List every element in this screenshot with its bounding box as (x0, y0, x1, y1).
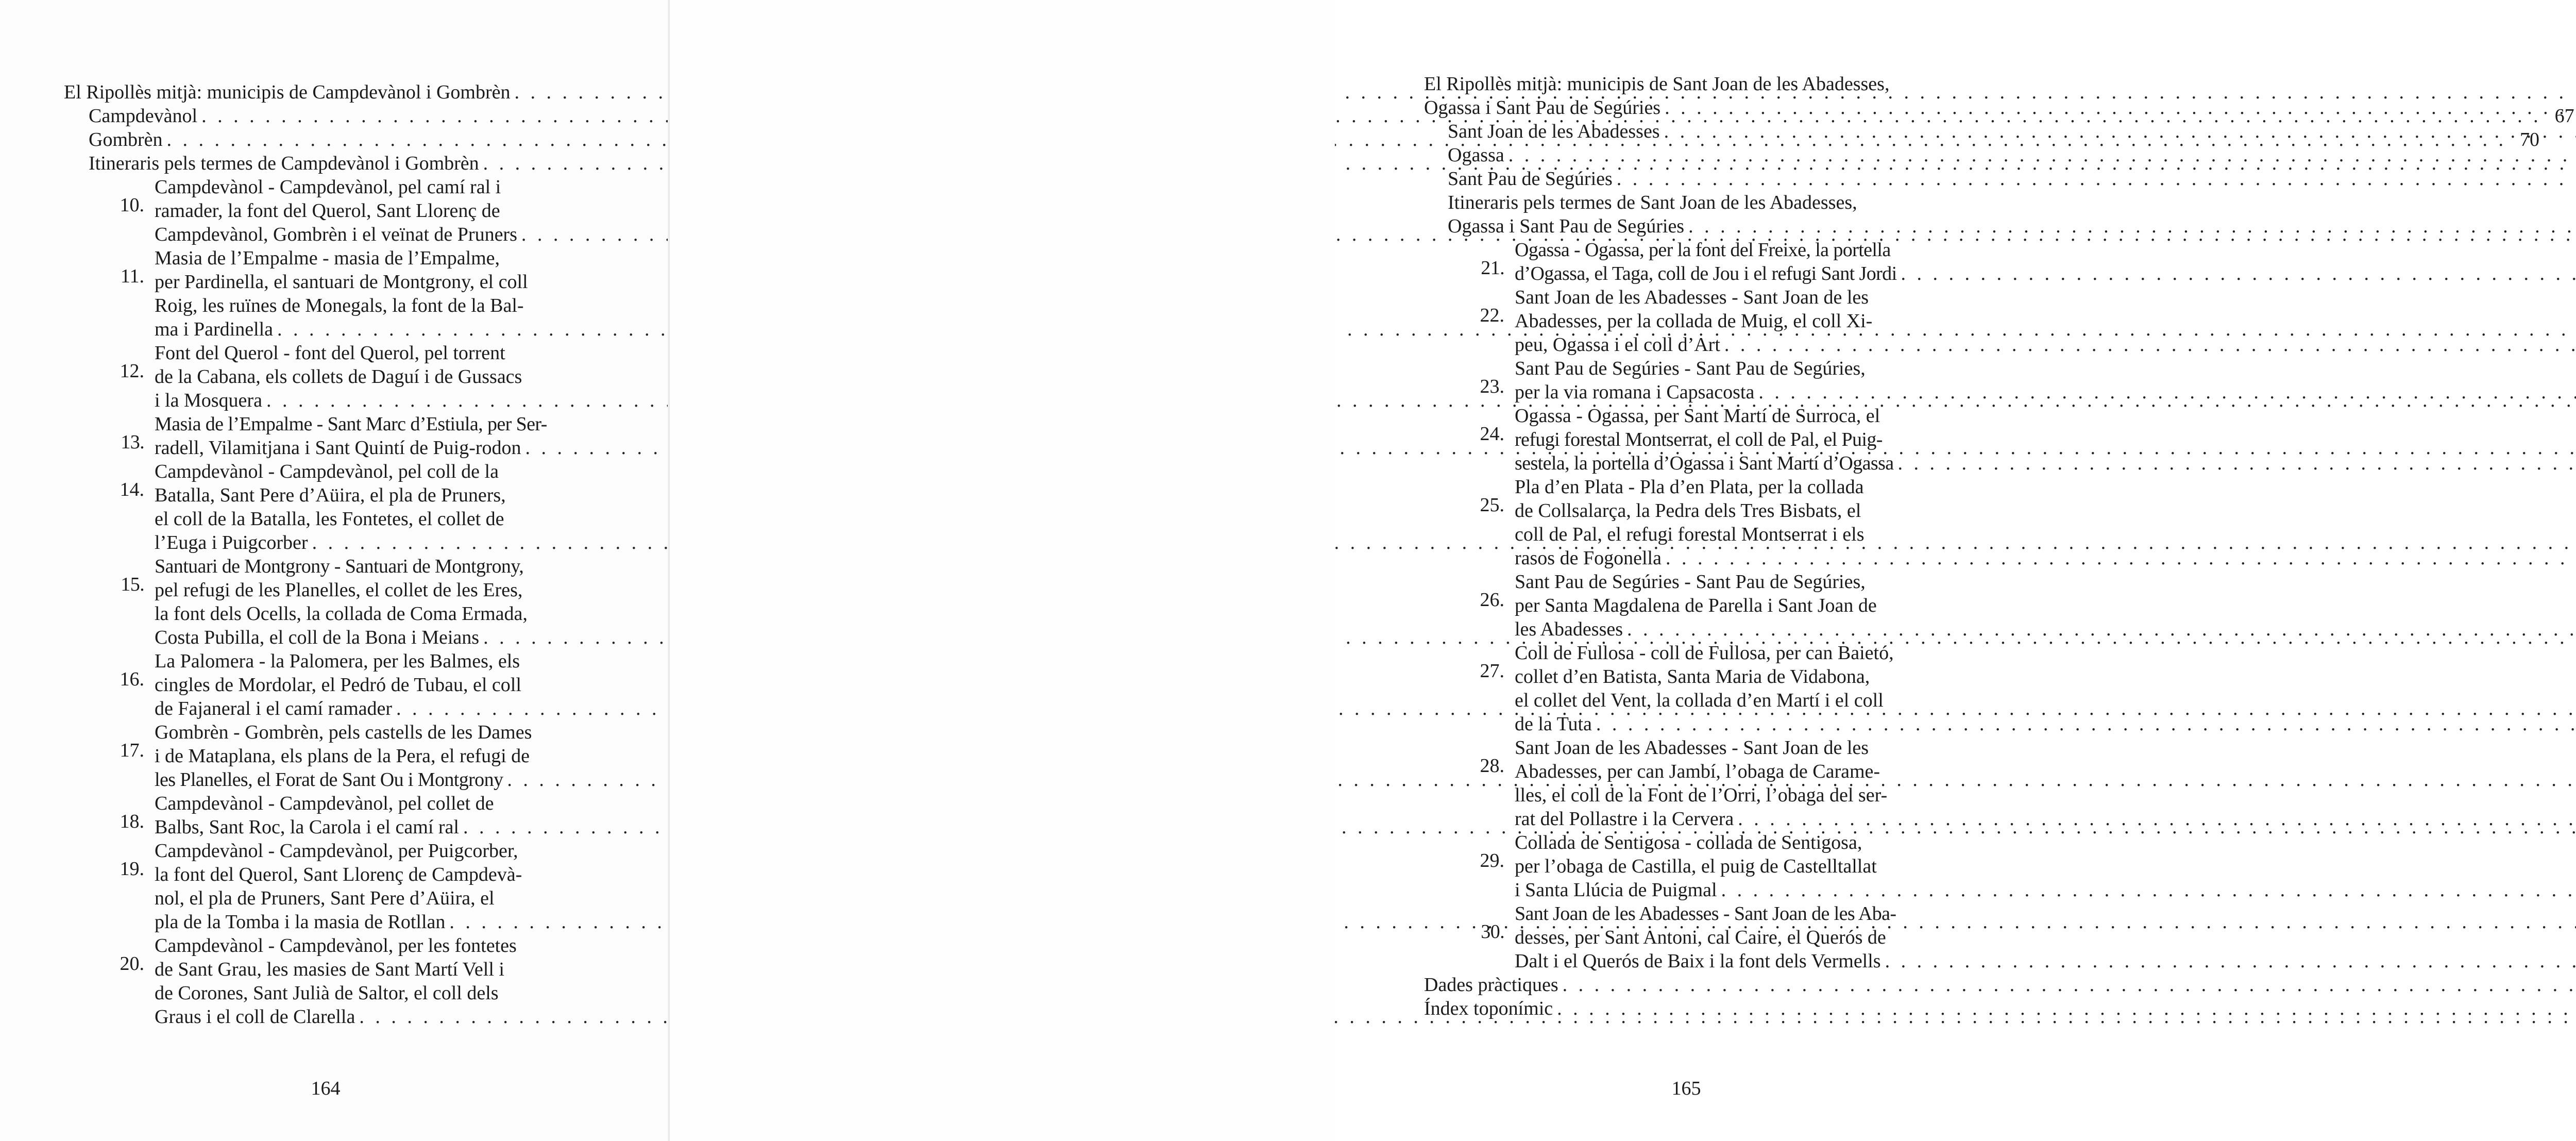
toc-line (64, 223, 586, 246)
toc-line: 11. Masia de l’Empalme - masia de l’Empalme, (120, 247, 500, 287)
toc-entry-text: les Planelles, el Forat de Sant Ou i Montgrony (155, 769, 503, 791)
toc-line: 25. Pla d’en Plata - Pla d’en Plata, per la collada (1480, 476, 1864, 516)
toc-line (64, 294, 586, 317)
toc-entry-text: Font del Querol - font del Querol, pel torrent (155, 342, 505, 364)
toc-line (64, 389, 586, 412)
toc-line: 26. Sant Pau de Segúries - Sant Pau de Segúries, (1480, 571, 1866, 611)
toc-entry-text: Campdevànol - Campdevànol, pel camí ral i (155, 176, 501, 198)
toc-entry-text: cingles de Mordolar, el Pedró de Tubau, el coll (155, 674, 521, 696)
toc-line (1424, 878, 1947, 902)
toc-line: 16. La Palomera - la Palomera, per les Balmes, els (120, 650, 520, 690)
toc-entry-text: collet d’en Batista, Santa Maria de Vidabona, (1515, 666, 1870, 687)
toc-line (64, 80, 586, 104)
toc-entry-text: Costa Pubilla, el coll de la Bona i Meians (155, 627, 480, 648)
toc-line: 22. Sant Joan de les Abadesses - Sant Joan de les (1480, 287, 1869, 326)
dot-leader (1894, 451, 2576, 475)
toc-line: 18. Campdevànol - Campdevànol, pel collet de (120, 793, 494, 832)
dot-leader (1720, 333, 2576, 357)
toc-entry-text: l’Euga i Puigcorber (155, 532, 308, 553)
toc-line: 13. Masia de l’Empalme - Sant Marc d’Estiula, per Ser- (121, 413, 547, 453)
dot-leader (1660, 96, 2576, 120)
dot-leader (1662, 546, 2576, 570)
toc-entry-text: Campdevànol - Campdevànol, pel collet de (155, 793, 494, 814)
dot-leader (1684, 214, 2576, 238)
toc-line: 19. Campdevànol - Campdevànol, per Puigcorber, (120, 840, 518, 880)
toc-entry-text: Itineraris pels termes de Campdevànol i Gombrèn (89, 153, 479, 174)
toc-entry-text: Graus i el coll de Clarella (155, 1006, 355, 1028)
toc-line (1424, 451, 1947, 475)
toc-line (64, 602, 586, 626)
toc-entry-text: de la Cabana, els collets de Daguí i de Gussacs (155, 366, 522, 388)
toc-entry-text: Ogassa (1448, 144, 1504, 166)
toc-line (64, 768, 586, 792)
toc-entry-text: nol, el pla de Pruners, Sant Pere d’Aüira, el (155, 887, 495, 909)
toc-line (64, 531, 586, 555)
toc-entry-text: Dalt i el Querós de Baix i la font dels Vermells (1515, 950, 1881, 972)
toc-entry-text: ramader, la font del Querol, Sant Llorenç de (155, 200, 500, 222)
toc-entry-text: Ogassa i Sant Pau de Segúries (1424, 97, 1661, 119)
toc-line (1424, 143, 1947, 167)
toc-line (1424, 214, 1947, 238)
dot-leader (1897, 262, 2576, 286)
toc-entry-text: Abadesses, per can Jambí, l’obaga de Carame- (1515, 761, 1880, 782)
toc-entry-text: peu, Ogassa i el coll d’Art (1515, 334, 1720, 356)
toc-entry-text: Dades pràctiques (1424, 974, 1558, 996)
dot-leader (1558, 973, 2576, 997)
dot-leader (1623, 617, 2576, 641)
toc-entry-text: Gombrèn (89, 129, 163, 150)
toc-line: 24. Ogassa - Ogassa, per Sant Martí de Surroca, el (1480, 405, 1880, 445)
toc-entry-text: rasos de Fogonella (1515, 547, 1662, 569)
dot-leader (1717, 878, 2576, 902)
right-page (670, 0, 1897, 1141)
toc-line: 27. Coll de Fullosa - coll de Fullosa, per can Baietó, (1480, 642, 1894, 682)
toc-entry-text: Sant Pau de Segúries - Sant Pau de Segúries, (1515, 571, 1866, 593)
toc-page-number: 67 (2554, 105, 2574, 127)
toc-entry-text: Masia de l’Empalme - Sant Marc d’Estiula, per Ser- (155, 413, 547, 435)
toc-line (64, 886, 586, 910)
toc-entry-text: la font dels Ocells, la collada de Coma Ermada, (155, 603, 528, 625)
toc-entry-text: Pla d’en Plata - Pla d’en Plata, per la collada (1515, 476, 1864, 498)
toc-entry-text: refugi forestal Montserrat, el coll de Pal, el Puig- (1515, 429, 1883, 450)
toc-entry-text: Sant Joan de les Abadesses - Sant Joan de les (1515, 737, 1869, 759)
toc-entry-text: pel refugi de les Planelles, el collet de les Eres, (155, 579, 523, 601)
toc-line (1424, 973, 1947, 997)
toc-entry-text: per la via romana i Capsacosta (1515, 381, 1755, 403)
toc-entry-text: Abadesses, per la collada de Muig, el coll Xi- (1515, 310, 1873, 332)
toc-line: 29. Collada de Sentigosa - collada de Sentigosa, (1480, 832, 1862, 871)
toc-entry-text: lles, el coll de la Font de l’Orri, l’obaga del ser- (1515, 784, 1888, 806)
toc-line (1424, 546, 1947, 570)
toc-line (64, 697, 586, 720)
toc-page-number: 70 (2520, 129, 2540, 150)
dot-leader (1754, 380, 2576, 404)
dot-leader (1613, 167, 2576, 191)
toc-line (1424, 712, 1947, 736)
toc-entry-text: pla de la Tomba i la masia de Rotllan (155, 911, 446, 933)
toc-line: 23. Sant Pau de Segúries - Sant Pau de Segúries, (1480, 358, 1866, 397)
toc-entry-text: desses, per Sant Antoni, cal Caire, el Querós de (1515, 927, 1886, 948)
toc-entry-text: Sant Joan de les Abadesses - Sant Joan de les Aba- (1515, 903, 1896, 925)
toc-entry-text: la font del Querol, Sant Llorenç de Campdevà- (155, 864, 522, 885)
toc-entry-text: Campdevànol, Gombrèn i el veïnat de Pruners (155, 224, 517, 245)
toc-entry-text: Sant Joan de les Abadesses - Sant Joan de les (1515, 287, 1869, 308)
toc-line: 17. Gombrèn - Gombrèn, pels castells de les Dames (120, 721, 532, 761)
toc-entry-text: de la Tuta (1515, 713, 1592, 735)
toc-line (64, 317, 586, 341)
dot-leader (1734, 807, 2576, 831)
toc-line (64, 152, 586, 175)
toc-entry-text: d’Ogassa, el Taga, coll de Jou i el refugi Sant Jordi (1515, 263, 1897, 284)
toc-line: 10. Campdevànol - Campdevànol, pel camí ral i (120, 176, 501, 216)
toc-entry-text: Campdevànol (89, 105, 198, 127)
toc-line: 14. Campdevànol - Campdevànol, pel coll de la (120, 461, 499, 500)
toc-entry-text: Coll de Fullosa - coll de Fullosa, per can Baietó, (1515, 642, 1894, 664)
toc-entry-text: per l’obaga de Castilla, el puig de Castelltallat (1515, 855, 1877, 877)
toc-entry-text: ma i Pardinella (155, 318, 274, 340)
toc-entry-text: Batalla, Sant Pere d’Aüira, el pla de Pruners, (155, 484, 506, 506)
toc-entry-text: Balbs, Sant Roc, la Carola i el camí ral (155, 816, 459, 838)
toc-line: 30. Sant Joan de les Abadesses - Sant Joan de les Aba- (1481, 903, 1896, 943)
toc-line (1424, 72, 1947, 96)
toc-entry-text: Gombrèn - Gombrèn, pels castells de les Dames (155, 721, 532, 743)
right-toc-list (1424, 72, 1947, 1020)
toc-entry-text: de Corones, Sant Julià de Saltor, el coll dels (155, 982, 499, 1004)
toc-line (1424, 949, 1947, 973)
toc-entry-text: El Ripollès mitjà: municipis de Sant Joan de les Abadesses, (1424, 73, 1890, 95)
toc-line (1424, 997, 1947, 1020)
toc-line (1424, 783, 1947, 807)
toc-entry-text: Sant Pau de Segúries (1448, 168, 1613, 190)
toc-entry-text: rat del Pollastre i la Cervera (1515, 808, 1734, 830)
toc-line (1424, 689, 1947, 712)
toc-entry-text: Campdevànol - Campdevànol, pel coll de la (155, 461, 499, 482)
toc-entry-text: coll de Pal, el refugi forestal Montserrat i els (1515, 524, 1865, 545)
toc-entry-text: La Palomera - la Palomera, per les Balmes, els (155, 650, 520, 672)
left-page-number: 164 (311, 1078, 341, 1099)
toc-line: 20. Campdevànol - Campdevànol, per les fontetes (120, 935, 517, 975)
toc-entry-text: de Fajaneral i el camí ramader (155, 698, 393, 719)
toc-line (1424, 333, 1947, 357)
toc-entry-text: Santuari de Montgrony - Santuari de Montgrony, (155, 556, 524, 577)
dot-leader (1504, 143, 2576, 167)
toc-line (1424, 120, 1947, 143)
toc-entry-text: de Sant Grau, les masies de Sant Martí Vell i (155, 959, 504, 980)
toc-line (1424, 523, 1947, 546)
toc-entry-text: per Pardinella, el santuari de Montgrony, el coll (155, 271, 528, 293)
toc-line: 12. Font del Querol - font del Querol, pel torrent (120, 342, 505, 382)
toc-line: 28. Sant Joan de les Abadesses - Sant Joan de les (1480, 737, 1869, 777)
toc-entry-text: el coll de la Batalla, les Fontetes, el collet de (155, 508, 504, 530)
toc-entry-text: i de Mataplana, els plans de la Pera, el refugi de (155, 745, 530, 767)
toc-entry-text: Índex toponímic (1424, 998, 1553, 1019)
toc-line (64, 1005, 586, 1029)
toc-entry-text: Sant Joan de les Abadesses (1448, 121, 1660, 142)
toc-line (1424, 617, 1947, 641)
toc-entry-text: Ogassa i Sant Pau de Segúries (1448, 215, 1685, 237)
toc-line (64, 626, 586, 649)
toc-line (1424, 167, 1947, 191)
toc-entry-text: Ogassa - Ogassa, per Sant Martí de Surroca, el (1515, 405, 1880, 427)
dot-leader (1592, 712, 2576, 736)
toc-entry-text: Ogassa - Ogassa, per la font del Freixe, la portella (1515, 239, 1891, 261)
toc-entry-text: les Abadesses (1515, 618, 1623, 640)
toc-entry-text: Collada de Sentigosa - collada de Sentigosa, (1515, 832, 1862, 853)
toc-line (64, 910, 586, 934)
toc-entry-text: Masia de l’Empalme - masia de l’Empalme, (155, 247, 500, 269)
toc-line (64, 507, 586, 531)
toc-entry-text: per Santa Magdalena de Parella i Sant Joan de (1515, 595, 1877, 616)
dot-leader (1553, 997, 2576, 1020)
toc-entry-text: i Santa Llúcia de Puigmal (1515, 879, 1717, 901)
toc-line (1424, 96, 1947, 120)
toc-line (1424, 807, 1947, 831)
toc-entry-text: Itineraris pels termes de Sant Joan de les Abadesses, (1448, 192, 1857, 213)
toc-entry-text: de Collsalarça, la Pedra dels Tres Bisbats, el (1515, 500, 1861, 522)
dot-leader (1660, 120, 2576, 143)
toc-line (64, 981, 586, 1005)
toc-entry-text: El Ripollès mitjà: municipis de Campdevànol i Gombrèn (64, 81, 511, 103)
toc-entry-text: i la Mosquera (155, 390, 262, 411)
right-page-number: 165 (1671, 1078, 1701, 1099)
toc-line: 15. Santuari de Montgrony - Santuari de Montgrony, (121, 556, 524, 595)
dot-leader (1881, 949, 2576, 973)
toc-entry-text: el collet del Vent, la collada d’en Martí i el coll (1515, 690, 1884, 711)
toc-entry-text: sestela, la portella d’Ogassa i Sant Martí d’Ogassa (1515, 452, 1894, 474)
toc-line (1424, 191, 1947, 214)
toc-entry-text: Sant Pau de Segúries - Sant Pau de Segúries, (1515, 358, 1866, 379)
toc-entry-text: radell, Vilamitjana i Sant Quintí de Puig-rodon (155, 437, 521, 459)
toc-entry-text: Campdevànol - Campdevànol, per les fontetes (155, 935, 517, 957)
toc-entry-text: Roig, les ruïnes de Monegals, la font de la Bal- (155, 295, 524, 316)
toc-line: 21. Ogassa - Ogassa, per la font del Freixe, la portella (1481, 239, 1891, 279)
toc-entry-text: Campdevànol - Campdevànol, per Puigcorber, (155, 840, 518, 862)
